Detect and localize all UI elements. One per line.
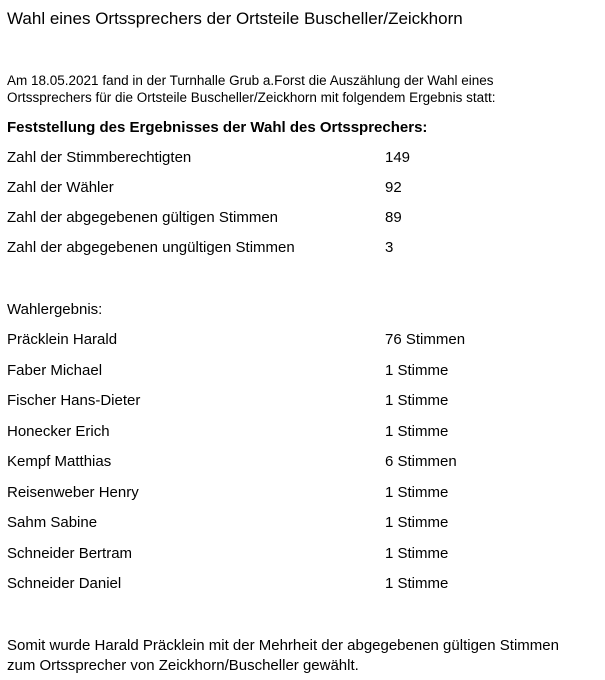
candidate-votes: 1 Stimme <box>385 514 449 531</box>
candidate-name: Sahm Sabine <box>7 514 98 531</box>
candidate-name: Fischer Hans-Dieter <box>7 392 141 409</box>
candidate-votes: 1 Stimme <box>385 392 449 409</box>
candidate-votes: 1 Stimme <box>385 423 449 440</box>
candidate-votes: 1 Stimme <box>385 362 449 379</box>
stats-value: 3 <box>385 239 394 256</box>
stats-value: 89 <box>385 209 402 226</box>
candidate-name: Reisenweber Henry <box>7 484 139 501</box>
stats-value: 92 <box>385 179 402 196</box>
candidate-name: Schneider Daniel <box>7 575 122 592</box>
candidate-name: Honecker Erich <box>7 423 110 440</box>
candidate-name: Präcklein Harald <box>7 331 118 348</box>
stats-heading: Feststellung des Ergebnisses der Wahl des Ortssprechers: <box>7 119 428 136</box>
conclusion-paragraph <box>7 636 602 676</box>
candidate-votes: 76 Stimmen <box>385 331 466 348</box>
intro-line: Am 18.05.2021 fand in der Turnhalle Grub a.Forst die Auszählung der Wahl eines <box>7 73 494 88</box>
conclusion-line: Somit wurde Harald Präcklein mit der Mehrheit der abgegebenen gültigen Stimmen <box>7 637 559 654</box>
stats-value: 149 <box>385 149 411 166</box>
stats-label: Zahl der Wähler <box>7 179 114 196</box>
candidate-votes: 1 Stimme <box>385 545 449 562</box>
intro-paragraph <box>7 72 602 106</box>
intro-line: Ortssprechers für die Ortsteile Buscheller/Zeickhorn mit folgendem Ergebnis statt: <box>7 90 496 105</box>
candidate-name: Schneider Bertram <box>7 545 133 562</box>
stats-label: Zahl der Stimmberechtigten <box>7 149 192 166</box>
results-heading: Wahlergebnis: <box>7 301 103 318</box>
candidate-name: Faber Michael <box>7 362 103 379</box>
candidate-votes: 6 Stimmen <box>385 453 457 470</box>
stats-label: Zahl der abgegebenen gültigen Stimmen <box>7 209 279 226</box>
conclusion-line: zum Ortssprecher von Zeickhorn/Buscheller gewählt. <box>7 657 359 674</box>
document-title: Wahl eines Ortssprechers der Ortsteile Buscheller/Zeickhorn <box>7 9 463 28</box>
candidate-votes: 1 Stimme <box>385 484 449 501</box>
stats-label: Zahl der abgegebenen ungültigen Stimmen <box>7 239 295 256</box>
candidate-name: Kempf Matthias <box>7 453 112 470</box>
candidate-votes: 1 Stimme <box>385 575 449 592</box>
